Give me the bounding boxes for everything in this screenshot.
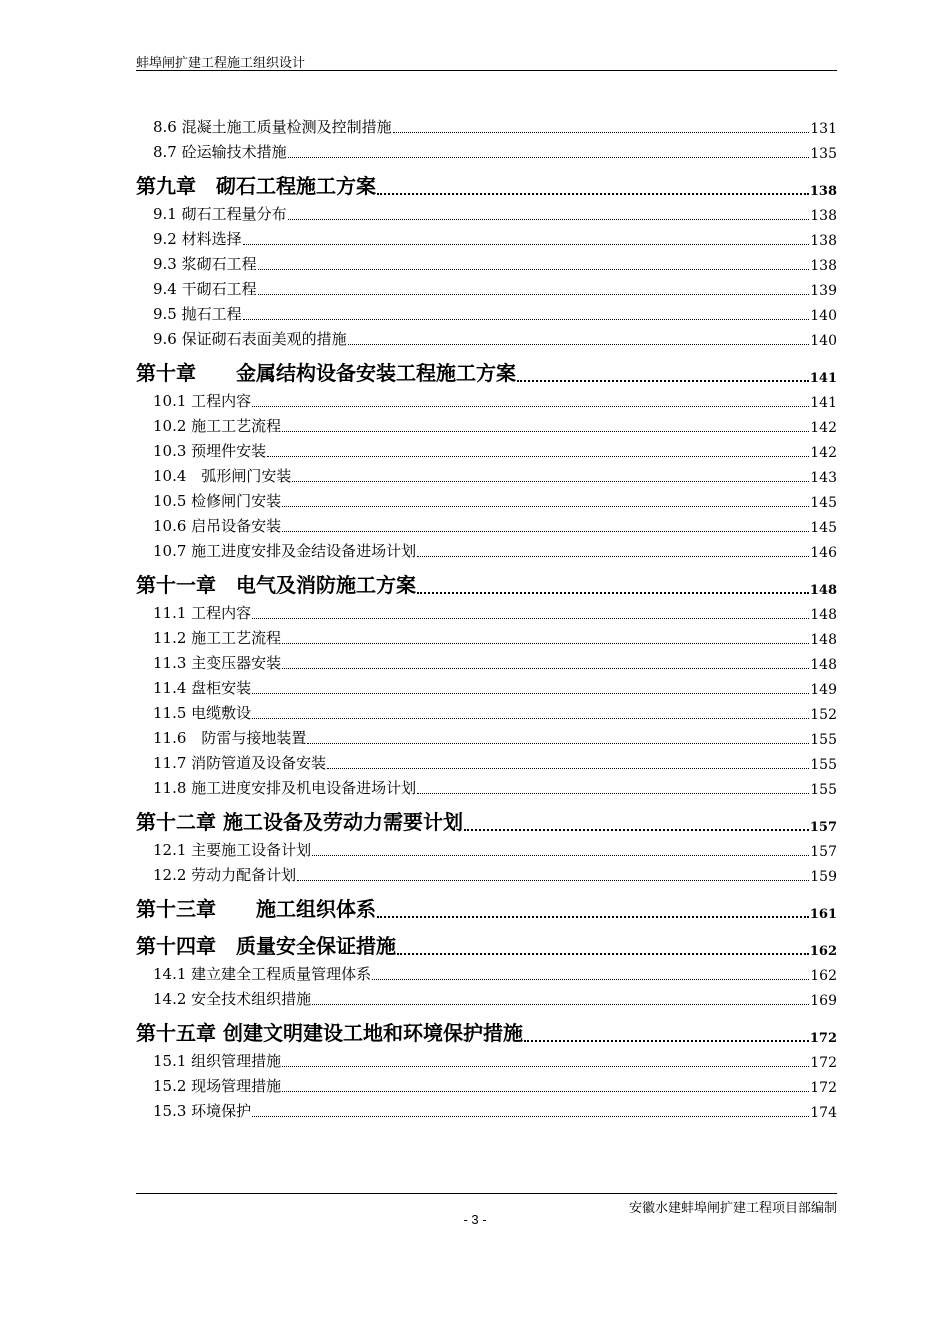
toc-section-entry[interactable] (136, 698, 837, 723)
toc-entry-title: 15.2 现场管理措施 (153, 1077, 282, 1095)
toc-entry-page: 155 (810, 757, 837, 773)
toc-leader-dots (252, 405, 809, 407)
toc-entry-title: 第九章 砌石工程施工方案 (136, 174, 376, 198)
toc-leader-dots (417, 792, 809, 794)
toc-leader-dots (258, 293, 810, 295)
toc-section-entry[interactable] (136, 324, 837, 349)
toc-chapter-entry[interactable] (136, 162, 837, 199)
toc-leader-dots (282, 505, 809, 507)
toc-leader-dots (307, 742, 809, 744)
toc-leader-dots (282, 1090, 809, 1092)
toc-leader-dots (348, 343, 810, 345)
toc-section-entry[interactable] (136, 224, 837, 249)
toc-entry-page: 162 (810, 968, 837, 984)
toc-leader-dots (417, 591, 809, 594)
toc-leader-dots (282, 642, 809, 644)
toc-entry-page: 142 (810, 420, 837, 436)
toc-entry-title: 10.2 施工工艺流程 (153, 417, 282, 435)
toc-leader-dots (282, 530, 809, 532)
toc-chapter-entry[interactable] (136, 798, 837, 835)
toc-entry-title: 11.3 主变压器安装 (153, 654, 282, 672)
toc-entry-title: 8.7 砼运输技术措施 (153, 143, 287, 161)
toc-entry-title: 9.4 干砌石工程 (153, 280, 257, 298)
footer-organization: 安徽水建蚌埠闸扩建工程项目部编制 (628, 1201, 837, 1216)
toc-section-entry[interactable] (136, 1046, 837, 1071)
toc-chapter-entry[interactable] (136, 885, 837, 922)
toc-section-entry[interactable] (136, 748, 837, 773)
toc-entry-page: 159 (810, 869, 837, 885)
toc-leader-dots (288, 156, 810, 158)
toc-chapter-entry[interactable] (136, 1009, 837, 1046)
toc-entry-page: 152 (810, 707, 837, 723)
toc-entry-title: 15.3 环境保护 (153, 1102, 252, 1120)
toc-leader-dots (252, 1115, 809, 1117)
toc-entry-title: 第十五章 创建文明建设工地和环境保护措施 (136, 1021, 523, 1045)
toc-section-entry[interactable] (136, 623, 837, 648)
toc-leader-dots (524, 1039, 809, 1042)
footer-divider (136, 1193, 837, 1194)
toc-section-entry[interactable] (136, 673, 837, 698)
toc-section-entry[interactable] (136, 536, 837, 561)
toc-leader-dots (252, 617, 809, 619)
toc-entry-page: 139 (810, 283, 837, 299)
toc-leader-dots (288, 218, 810, 220)
toc-section-entry[interactable] (136, 511, 837, 536)
toc-entry-title: 14.1 建立建全工程质量管理体系 (153, 965, 372, 983)
toc-leader-dots (282, 430, 809, 432)
toc-section-entry[interactable] (136, 386, 837, 411)
toc-entry-page: 140 (810, 333, 837, 349)
toc-entry-title: 11.2 施工工艺流程 (153, 629, 282, 647)
toc-entry-title: 10.4 弧形闸门安装 (153, 467, 292, 485)
toc-entry-title: 10.6 启吊设备安装 (153, 517, 282, 535)
table-of-contents (136, 112, 837, 1121)
toc-leader-dots (267, 455, 809, 457)
toc-entry-page: 161 (809, 907, 837, 922)
toc-entry-title: 10.1 工程内容 (153, 392, 252, 410)
toc-entry-title: 11.4 盘柜安装 (153, 679, 252, 697)
toc-entry-page: 142 (810, 445, 837, 461)
toc-entry-page: 157 (809, 820, 837, 835)
toc-section-entry[interactable] (136, 860, 837, 885)
toc-entry-title: 10.7 施工进度安排及金结设备进场计划 (153, 542, 417, 560)
toc-leader-dots (517, 379, 809, 382)
toc-leader-dots (464, 828, 809, 831)
running-header: 蚌埠闸扩建工程施工组织设计 (136, 56, 306, 71)
toc-entry-page: 131 (810, 121, 837, 137)
toc-leader-dots (252, 717, 809, 719)
toc-leader-dots (243, 318, 810, 320)
toc-entry-page: 155 (810, 782, 837, 798)
toc-section-entry[interactable] (136, 648, 837, 673)
toc-leader-dots (243, 243, 810, 245)
toc-entry-page: 140 (810, 308, 837, 324)
toc-section-entry[interactable] (136, 598, 837, 623)
toc-section-entry[interactable] (136, 249, 837, 274)
toc-entry-title: 9.3 浆砌石工程 (153, 255, 257, 273)
toc-entry-page: 148 (810, 607, 837, 623)
toc-section-entry[interactable] (136, 299, 837, 324)
toc-section-entry[interactable] (136, 436, 837, 461)
header-divider (136, 70, 837, 71)
toc-leader-dots (252, 692, 809, 694)
toc-leader-dots (292, 480, 809, 482)
toc-entry-page: 145 (810, 495, 837, 511)
toc-leader-dots (372, 978, 809, 980)
toc-leader-dots (297, 879, 809, 881)
toc-entry-title: 9.6 保证砌石表面美观的措施 (153, 330, 347, 348)
toc-leader-dots (312, 854, 809, 856)
toc-entry-title: 第十章 金属结构设备安装工程施工方案 (136, 361, 516, 385)
toc-chapter-entry[interactable] (136, 349, 837, 386)
toc-entry-title: 9.5 抛石工程 (153, 305, 242, 323)
toc-entry-page: 169 (810, 993, 837, 1009)
toc-section-entry[interactable] (136, 984, 837, 1009)
toc-section-entry[interactable] (136, 199, 837, 224)
toc-section-entry[interactable] (136, 1096, 837, 1121)
toc-entry-title: 第十四章 质量安全保证措施 (136, 934, 396, 958)
toc-section-entry[interactable] (136, 486, 837, 511)
toc-entry-page: 145 (810, 520, 837, 536)
toc-entry-title: 11.8 施工进度安排及机电设备进场计划 (153, 779, 417, 797)
toc-entry-page: 148 (809, 583, 837, 598)
toc-section-entry[interactable] (136, 773, 837, 798)
toc-entry-title: 12.1 主要施工设备计划 (153, 841, 312, 859)
toc-entry-title: 11.6 防雷与接地装置 (153, 729, 307, 747)
toc-section-entry[interactable] (136, 723, 837, 748)
toc-entry-page: 172 (810, 1055, 837, 1071)
toc-entry-title: 15.1 组织管理措施 (153, 1052, 282, 1070)
toc-entry-title: 11.1 工程内容 (153, 604, 252, 622)
toc-entry-page: 135 (810, 146, 837, 162)
toc-entry-page: 138 (810, 233, 837, 249)
toc-entry-title: 第十二章 施工设备及劳动力需要计划 (136, 810, 463, 834)
toc-entry-page: 148 (810, 657, 837, 673)
toc-entry-page: 148 (810, 632, 837, 648)
toc-entry-page: 146 (810, 545, 837, 561)
toc-entry-title: 9.1 砌石工程量分布 (153, 205, 287, 223)
toc-leader-dots (377, 192, 809, 195)
toc-leader-dots (417, 555, 809, 557)
toc-entry-page: 141 (810, 395, 837, 411)
toc-entry-page: 138 (809, 184, 837, 199)
toc-entry-title: 第十三章 施工组织体系 (136, 897, 376, 921)
toc-entry-page: 174 (810, 1105, 837, 1121)
toc-entry-title: 12.2 劳动力配备计划 (153, 866, 297, 884)
toc-section-entry[interactable] (136, 461, 837, 486)
toc-entry-page: 162 (809, 944, 837, 959)
toc-entry-page: 138 (810, 258, 837, 274)
toc-entry-title: 8.6 混凝土施工质量检测及控制措施 (153, 118, 392, 136)
toc-leader-dots (282, 1065, 809, 1067)
toc-entry-page: 172 (809, 1031, 837, 1046)
toc-entry-title: 10.3 预埋件安装 (153, 442, 267, 460)
toc-section-entry[interactable] (136, 112, 837, 137)
toc-section-entry[interactable] (136, 274, 837, 299)
toc-section-entry[interactable] (136, 411, 837, 436)
toc-entry-page: 155 (810, 732, 837, 748)
toc-leader-dots (377, 915, 809, 918)
toc-entry-title: 11.7 消防管道及设备安装 (153, 754, 327, 772)
toc-chapter-entry[interactable] (136, 561, 837, 598)
toc-leader-dots (327, 767, 809, 769)
toc-entry-page: 149 (810, 682, 837, 698)
toc-leader-dots (282, 667, 809, 669)
toc-entry-page: 143 (810, 470, 837, 486)
toc-section-entry[interactable] (136, 835, 837, 860)
toc-chapter-entry[interactable] (136, 922, 837, 959)
toc-section-entry[interactable] (136, 959, 837, 984)
toc-section-entry[interactable] (136, 1071, 837, 1096)
page-number: - 3 - (463, 1212, 487, 1227)
toc-section-entry[interactable] (136, 137, 837, 162)
toc-entry-page: 172 (810, 1080, 837, 1096)
toc-entry-page: 157 (810, 844, 837, 860)
toc-leader-dots (397, 952, 809, 955)
toc-entry-page: 141 (809, 371, 837, 386)
toc-entry-title: 9.2 材料选择 (153, 230, 242, 248)
toc-entry-page: 138 (810, 208, 837, 224)
toc-entry-title: 14.2 安全技术组织措施 (153, 990, 312, 1008)
toc-leader-dots (393, 131, 810, 133)
toc-entry-title: 11.5 电缆敷设 (153, 704, 252, 722)
toc-leader-dots (312, 1003, 809, 1005)
toc-leader-dots (258, 268, 810, 270)
toc-entry-title: 10.5 检修闸门安装 (153, 492, 282, 510)
toc-entry-title: 第十一章 电气及消防施工方案 (136, 573, 416, 597)
